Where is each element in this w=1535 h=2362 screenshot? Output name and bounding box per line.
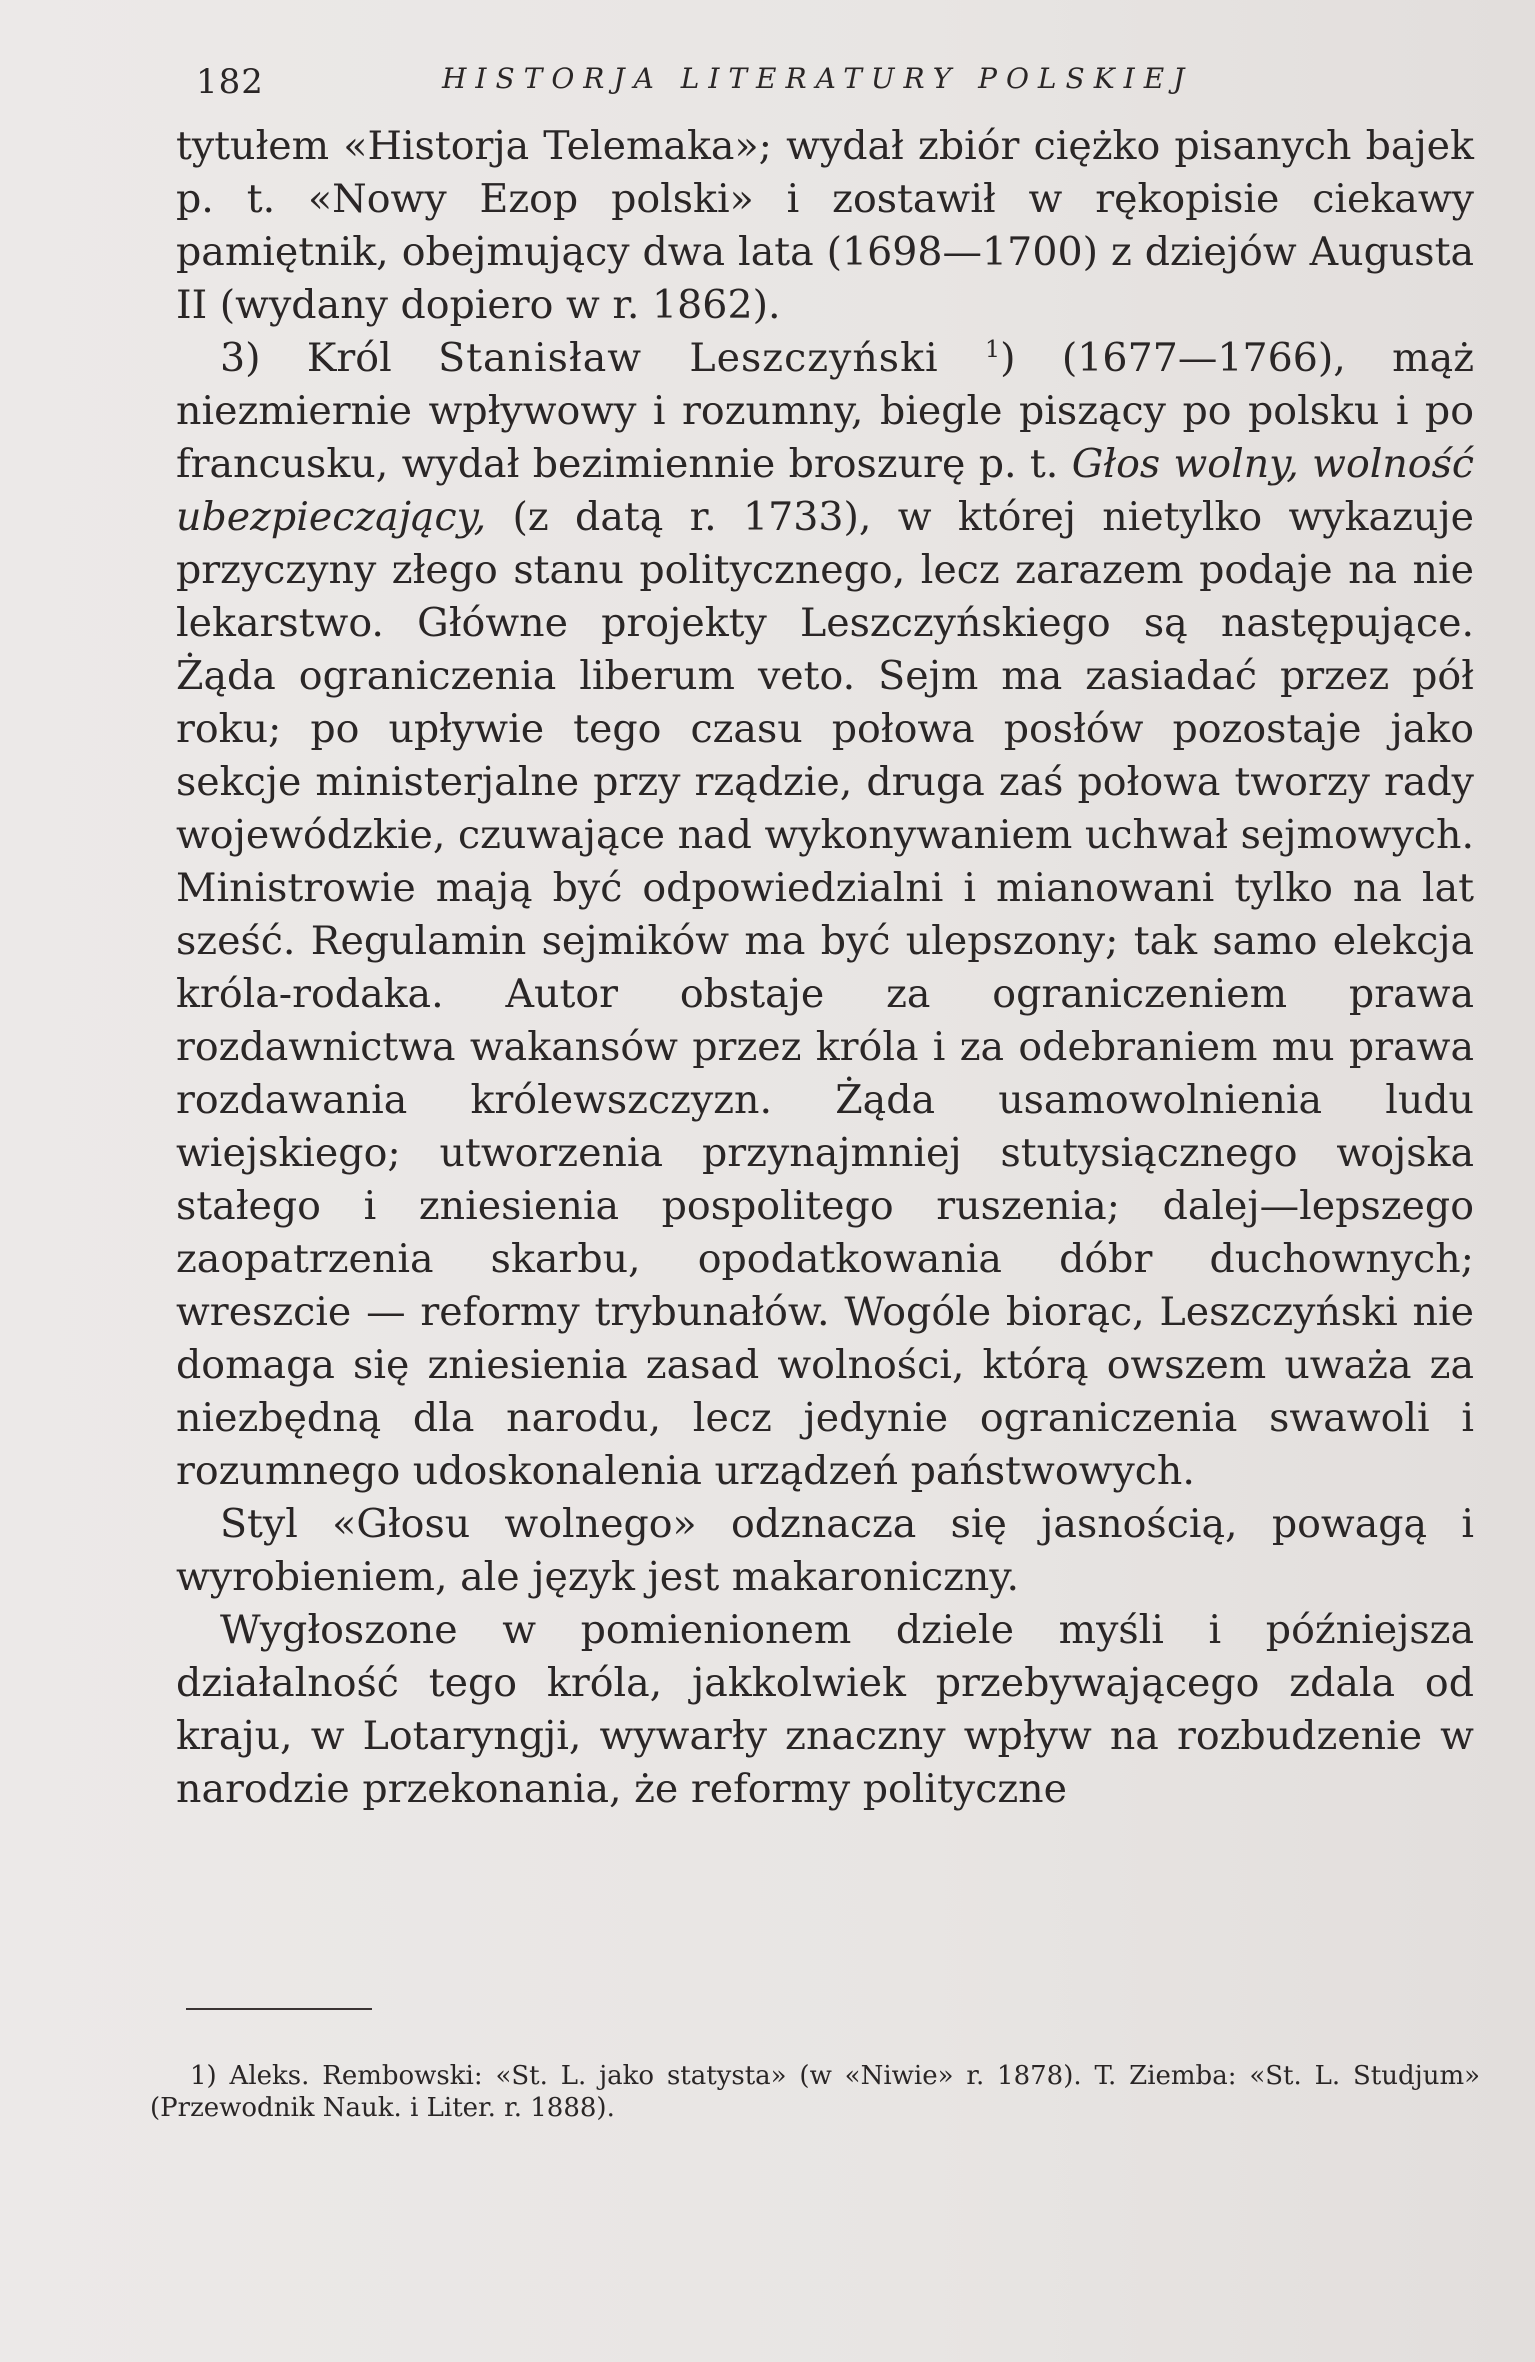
footnote-text: Aleks. Rembowski: «St. L. jako statysta» (w «Niwie» r. 1878). T. Ziemba: «St. L. Studjum» (Przewodnik Nauk. i Liter. r. 1888). (150, 2061, 1481, 2123)
footnote-marker: 1) (190, 2061, 217, 2091)
paragraph-1: tytułem «Historja Telemaka»; wydał zbiór ciężko pisanych bajek p. t. «Nowy Ezop polski» i zostawił w rękopisie ciekawy pamiętnik, obejmujący dwa lata (1698—1700) z dziejów Augusta II (wydany dopiero w r. 1862). (176, 123, 1474, 328)
main-text (176, 120, 1474, 1816)
page-number: 182 (196, 62, 264, 102)
paragraph-2-start: 3) Król (220, 335, 439, 381)
paragraph-2: 3) Król Stanisław Leszczyński $^1$) (1677—1766), mąż niezmiernie wpływowy i rozumny, biegle piszący po polsku i po francusku, wydał bezimiennie broszurę p. t. Głos wolny, wolność ubezpieczający, (z datą r. 1733), w której nietylko wykazuje przyczyny złego stanu politycznego, lecz zarazem podaje na nie lekarstwo. Główne projekty Leszczyńskiego są następujące. Żąda ograniczenia liberum veto. Sejm ma zasiadać przez pół roku; po upływie tego czasu połowa posłów pozostaje jako sekcje ministerjalne przy rządzie, druga zaś połowa tworzy rady wojewódzkie, czuwające nad wykonywaniem uchwał sejmowych. Ministrowie mają być odpowiedzialni i mianowani tylko na lat sześć. Regulamin sejmików ma być ulepszony; tak samo elekcja króla-rodaka. Autor obstaje za ograniczeniem prawa rozdawnictwa wakansów przez króla i za odebraniem mu prawa rozdawania królewszczyzn. Żąda usamowolnienia ludu wiejskiego; utworzenia przynajmniej stutysiącznego wojska stałego i zniesienia pospolitego ruszenia; dalej—lepszego zaopatrzenia skarbu, opodatkowania dóbr duchownych; wreszcie — reformy trybunałów. Wogóle biorąc, Leszczyński nie domaga się zniesienia zasad wolności, którą owszem uważa za niezbędną dla narodu, lecz jedynie ograniczenia swawoli i rozumnego udoskonalenia urządzeń państwowych. (176, 334, 1474, 1494)
author-name: Stanisław Leszczyński (438, 335, 939, 381)
footnote (150, 2060, 1480, 2124)
work-title: Głos wolny, wolność ubezpieczający, (176, 441, 1474, 540)
paragraph-2-middle: (1677—1766), mąż niezmiernie wpływowy i rozumny, biegle piszący po polsku i po francusku, wydał bezimiennie broszurę p. t. (176, 335, 1474, 487)
paragraph-2-end: (z datą r. 1733), w której nietylko wykazuje przyczyny złego stanu politycznego, lecz zarazem podaje na nie lekarstwo. Główne projekty Leszczyńskiego są następujące. Żąda ograniczenia liberum veto. Sejm ma zasiadać przez pół roku; po upływie tego czasu połowa posłów pozostaje jako sekcje ministerjalne przy rządzie, druga zaś połowa tworzy rady wojewódzkie, czuwające nad wykonywaniem uchwał sejmowych. Ministrowie mają być odpowiedzialni i mianowani tylko na lat sześć. Regulamin sejmików ma być ulepszony; tak samo elekcja króla-rodaka. Autor obstaje za ograniczeniem prawa rozdawnictwa wakansów przez króla i za odebraniem mu prawa rozdawania królewszczyzn. Żąda usamowolnienia ludu wiejskiego; utworzenia przynajmniej stutysiącznego wojska stałego i zniesienia pospolitego ruszenia; dalej—lepszego zaopatrzenia skarbu, opodatkowania dóbr duchownych; wreszcie — reformy trybunałów. Wogóle biorąc, Leszczyński nie domaga się zniesienia zasad wolności, którą owszem uważa za niezbędną dla narodu, lecz jedynie ograniczenia swawoli i rozumnego udoskonalenia urządzeń państwowych. (176, 494, 1474, 1494)
footnote-reference: 1 (985, 334, 1001, 363)
footnote-separator (186, 2008, 372, 2010)
paragraph-4: Wygłoszone w pomienionem dziele myśli i późniejsza działalność tego króla, jakkolwiek przebywającego zdala od kraju, w Lotaryngji, wywarły znaczny wpływ na rozbudzenie w narodzie przekonania, że reformy polityczne (176, 1607, 1474, 1812)
page-header (196, 62, 1476, 112)
running-title: HISTORJA LITERATURY POLSKIEJ (442, 62, 1194, 95)
paragraph-3: Styl «Głosu wolnego» odznacza się jasnością, powagą i wyrobieniem, ale język jest makaroniczny. (176, 1501, 1474, 1600)
